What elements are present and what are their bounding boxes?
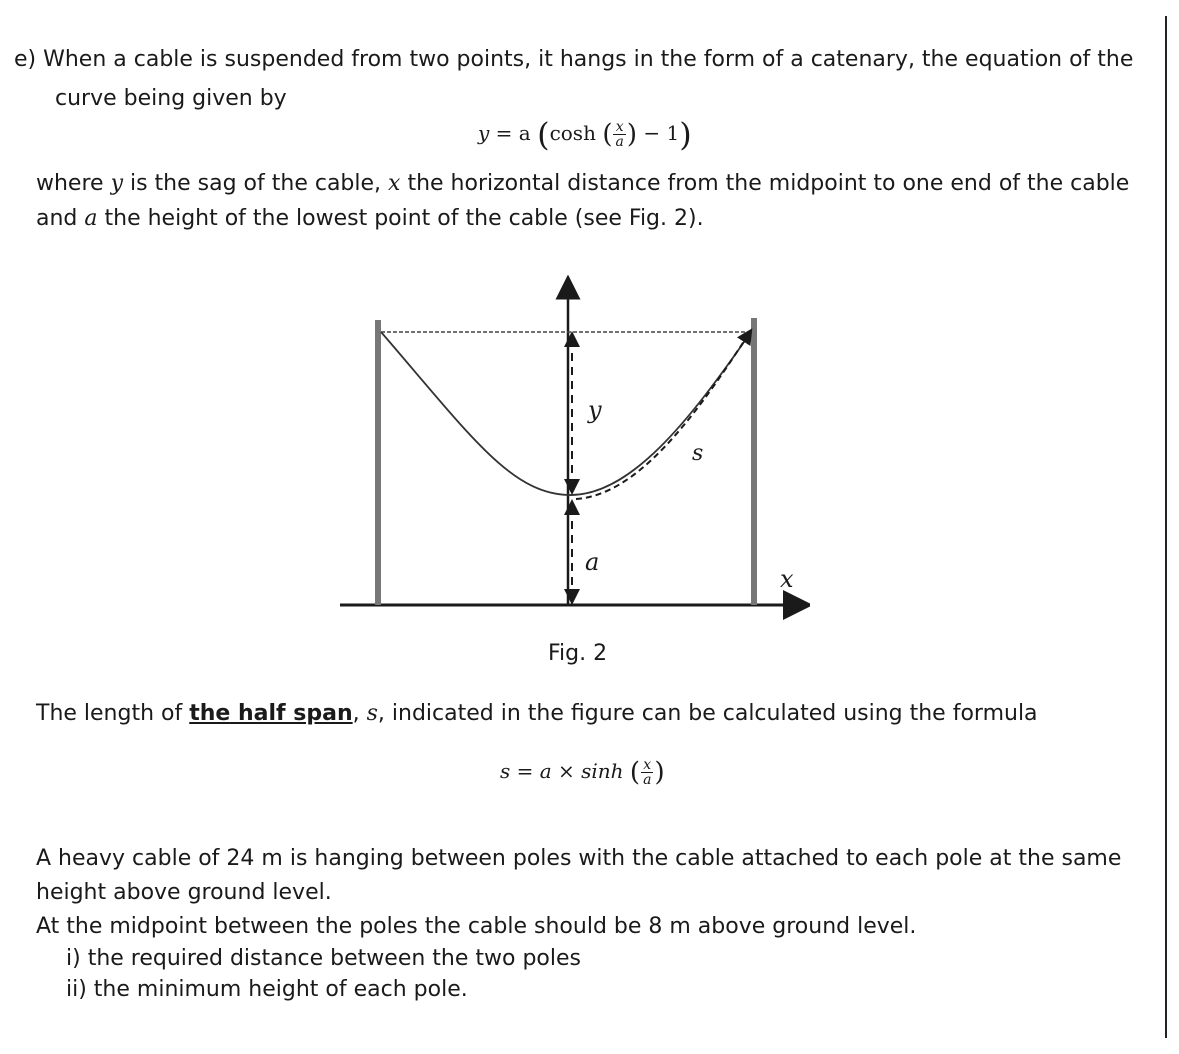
label-y: y xyxy=(588,396,602,424)
where-text-3: the horizontal distance from the midpoint to one end of the cable xyxy=(400,171,1130,196)
intro-line-2: curve being given by xyxy=(55,86,287,111)
eq2-den: a xyxy=(643,772,652,788)
eq2-num: x xyxy=(641,758,653,773)
eq1-fraction xyxy=(613,120,625,149)
eq2-lhs: s = a × sinh xyxy=(500,759,624,783)
figure-caption: Fig. 2 xyxy=(548,641,608,666)
var-y: y xyxy=(110,171,123,196)
where-text-2: is the sag of the cable, xyxy=(123,171,389,196)
eq1-equals: = a xyxy=(489,121,531,145)
halfspan-emphasis: the half span xyxy=(189,701,353,726)
halfspan-text-1: The length of xyxy=(36,701,190,726)
intro-line-1: e) When a cable is suspended from two points, it hangs in the form of a catenary, the equation of the xyxy=(14,47,1134,72)
problem-line-2: height above ground level. xyxy=(36,880,332,905)
eq1-func: cosh xyxy=(549,121,596,145)
problem-item-1: i) the required distance between the two poles xyxy=(66,946,582,971)
where-line-1 xyxy=(36,170,1129,198)
halfspan-text-3: , indicated in the figure can be calculated using the formula xyxy=(377,701,1038,726)
label-a: a xyxy=(585,548,600,576)
problem-line-3: At the midpoint between the poles the cable should be 8 m above ground level. xyxy=(36,914,917,939)
half-span-arc xyxy=(576,335,748,499)
var-a: a xyxy=(84,206,98,231)
problem-item-2: ii) the minimum height of each pole. xyxy=(66,977,468,1002)
page-right-border xyxy=(1165,16,1167,1038)
halfspan-line xyxy=(36,700,1038,728)
var-x: x xyxy=(388,171,401,196)
eq1-tail: − 1 xyxy=(636,121,680,145)
catenary-figure xyxy=(330,275,810,620)
eq1-lhs: y xyxy=(478,121,490,145)
where-line-2 xyxy=(36,205,704,233)
halfspan-text-2: , xyxy=(352,701,367,726)
sinh-equation: s = a × sinh ( $\frac{x}{a}$ ) xyxy=(500,757,665,788)
right-pole xyxy=(751,318,757,605)
left-pole xyxy=(375,320,381,605)
label-x: x xyxy=(780,565,794,593)
label-s: s xyxy=(692,441,704,466)
catenary-curve xyxy=(381,332,751,495)
eq2-fraction xyxy=(641,758,653,787)
eq1-den: a xyxy=(615,134,624,150)
where-text-1: where xyxy=(36,171,111,196)
var-s: s xyxy=(366,701,378,726)
where-text-4: and xyxy=(36,206,85,231)
problem-line-1: A heavy cable of 24 m is hanging between poles with the cable attached to each pole at the same xyxy=(36,846,1122,871)
catenary-equation: y = a (cosh ( $\frac{x}{a}$ ) − 1) xyxy=(478,115,692,154)
eq1-num: x xyxy=(613,120,625,135)
where-text-5: the height of the lowest point of the cable (see Fig. 2). xyxy=(97,206,704,231)
